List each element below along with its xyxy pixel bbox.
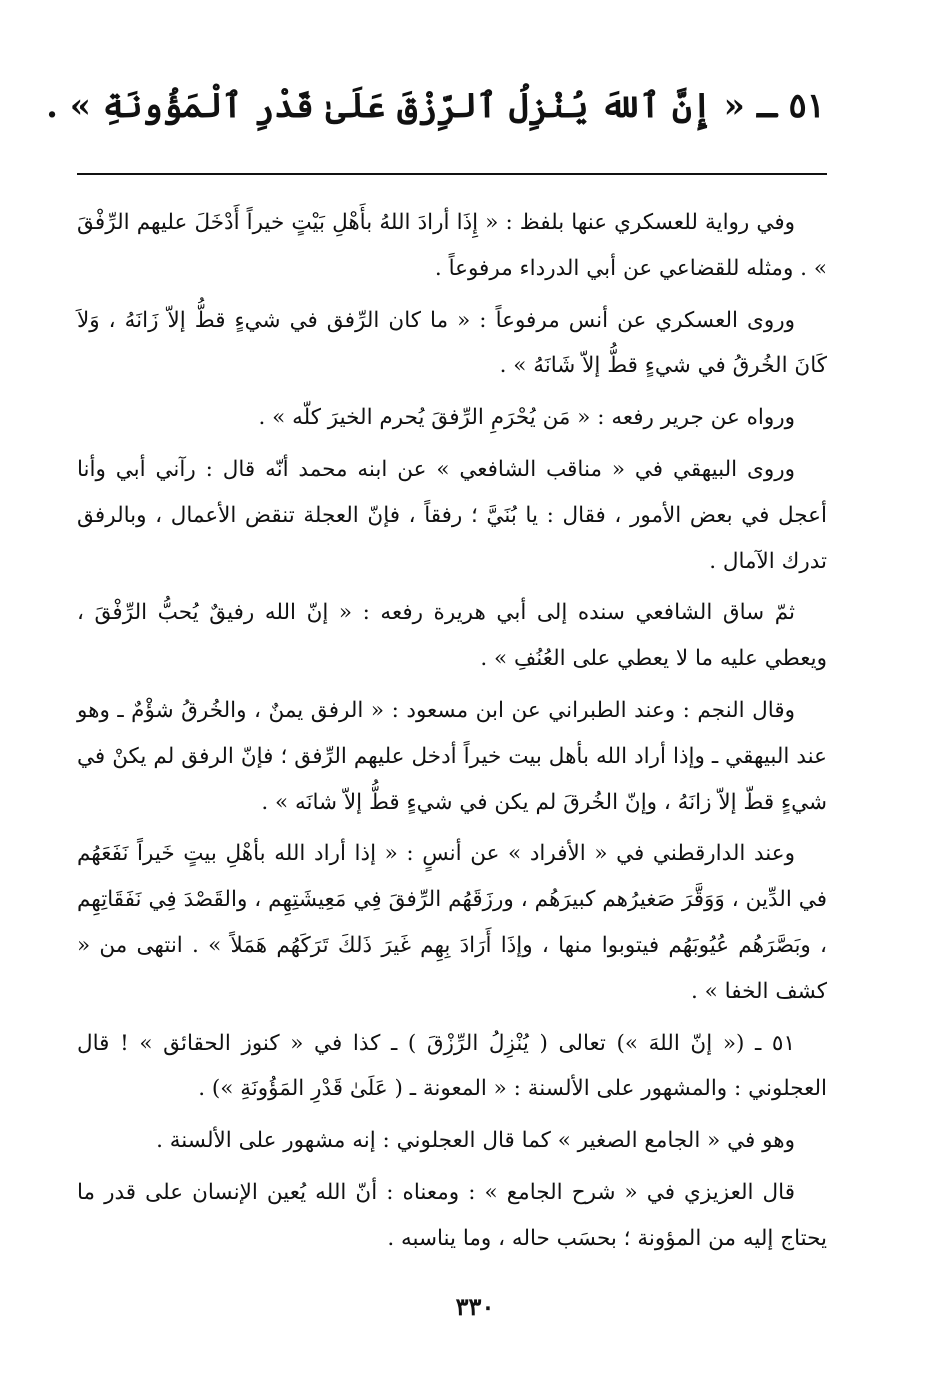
paragraph-azizi-meaning: قال العزيزي في « شرح الجامع » : ومعناه : أنّ الله يُعين الإنسان على قدر ما يحتاج إليه من المؤونة ؛ بحسَب حاله ، وما يناسبه . (77, 1179, 827, 1251)
hadith-heading: ٥١ ـ « إِنَّ ٱللهَ يُنْزِلُ ٱلرِّزْقَ عَلَىٰ قَدْرِ ٱلْمَؤُونَةِ » . (46, 86, 825, 126)
paragraph-jarir-narration: ورواه عن جرير رفعه : « مَن يُحْرَمِ الرِّفقَ يُحرم الخيرَ كلّه » . (258, 405, 795, 431)
paragraph-najm-narration: وقال النجم : وعند الطبراني عن ابن مسعود : « الرفق يمنٌ ، والخُرقُ شؤْمٌ ـ وهو عند البيهقي ـ وإذا أراد الله بأهل بيت خيراً أدخل عليهم الرِّفق ؛ فإنّ الرفق لم يكنْ في شيءٍ قطّ إلاّ زانَهُ ، وإنّ الخُرقَ لم يكن في شيءٍ قطُّ إلاّ شانَه » . (77, 697, 827, 815)
paragraph-jami-saghir: وهو في « الجامع الصغير » كما قال العجلوني : إنه مشهور على الألسنة . (156, 1128, 795, 1154)
commentary-body (77, 200, 827, 1268)
paragraph-askari-narration: وفي رواية للعسكري عنها بلفظ : « إِذَا أرادَ اللهُ بأَهْلِ بَيْتٍ خيراً أَدْخَلَ عليهم الرِّفْقَ » . ومثله للقضاعي عن أبي الدرداء مرفوعاً . (77, 210, 827, 281)
paragraph-daraqutni-narration: وعند الدارقطني في « الأفراد » عن أنسٍ : « إذا أراد الله بأهْلِ بيتٍ خَيراً نَفَعَهُم في الدِّين ، وَوَقَّرَ صَغيرُهم كبيرَهُم ، ورزَقَهُم الرِّفقَ فِي مَعِيشَتِهِم ، والقَصْدَ فِي نَفَقَاتِهِم ، وبَصَّرَهُم عُيُوبَهُم فيتوبوا منها ، وإذَا أَرَادَ بِهِم غَيرَ ذَلكَ تَرَكَهُم هَمَلاً » . انتهى من « كشف الخفا » . (77, 841, 827, 1004)
paragraph-bayhaqi-narration: وروى البيهقي في « مناقب الشافعي » عن ابنه محمد أنّه قال : رآني أبي وأنا أعجل في بعض الأمور ، فقال : يا بُنَيَّ ؛ رفقاً ، فإنّ العجلة تنقض الأعمال ، وبالرفق تدرك الآمال . (77, 456, 827, 574)
page-number: ٣٣٠ (455, 1292, 495, 1321)
paragraph-abu-hurayra-narration: ثمّ ساق الشافعي سنده إلى أبي هريرة رفعه : « إنّ الله رفيقٌ يُحبُّ الرِّفْقَ ، ويعطي عليه ما لا يعطي على العُنُفِ » . (77, 600, 827, 672)
header-divider (77, 173, 827, 175)
paragraph-anas-narration: وروى العسكري عن أنس مرفوعاً : « ما كان الرِّفق في شيءٍ قطُّ إلاّ زَانَهُ ، وَلاَ كَانَ الخُرقُ في شيءٍ قطُّ إلاّ شَانَهُ » . (77, 307, 827, 379)
paragraph-hadith-51-commentary: ٥١ ـ (« إنّ اللهَ ») تعالى ( يُنْزِلُ الرِّزْقَ ) ـ كذا في « كنوز الحقائق » ! قال العجلوني : والمشهور على الألسنة : « المعونة ـ ( عَلَىٰ قَدْرِ المَؤُونَةِ ») . (77, 1030, 827, 1102)
